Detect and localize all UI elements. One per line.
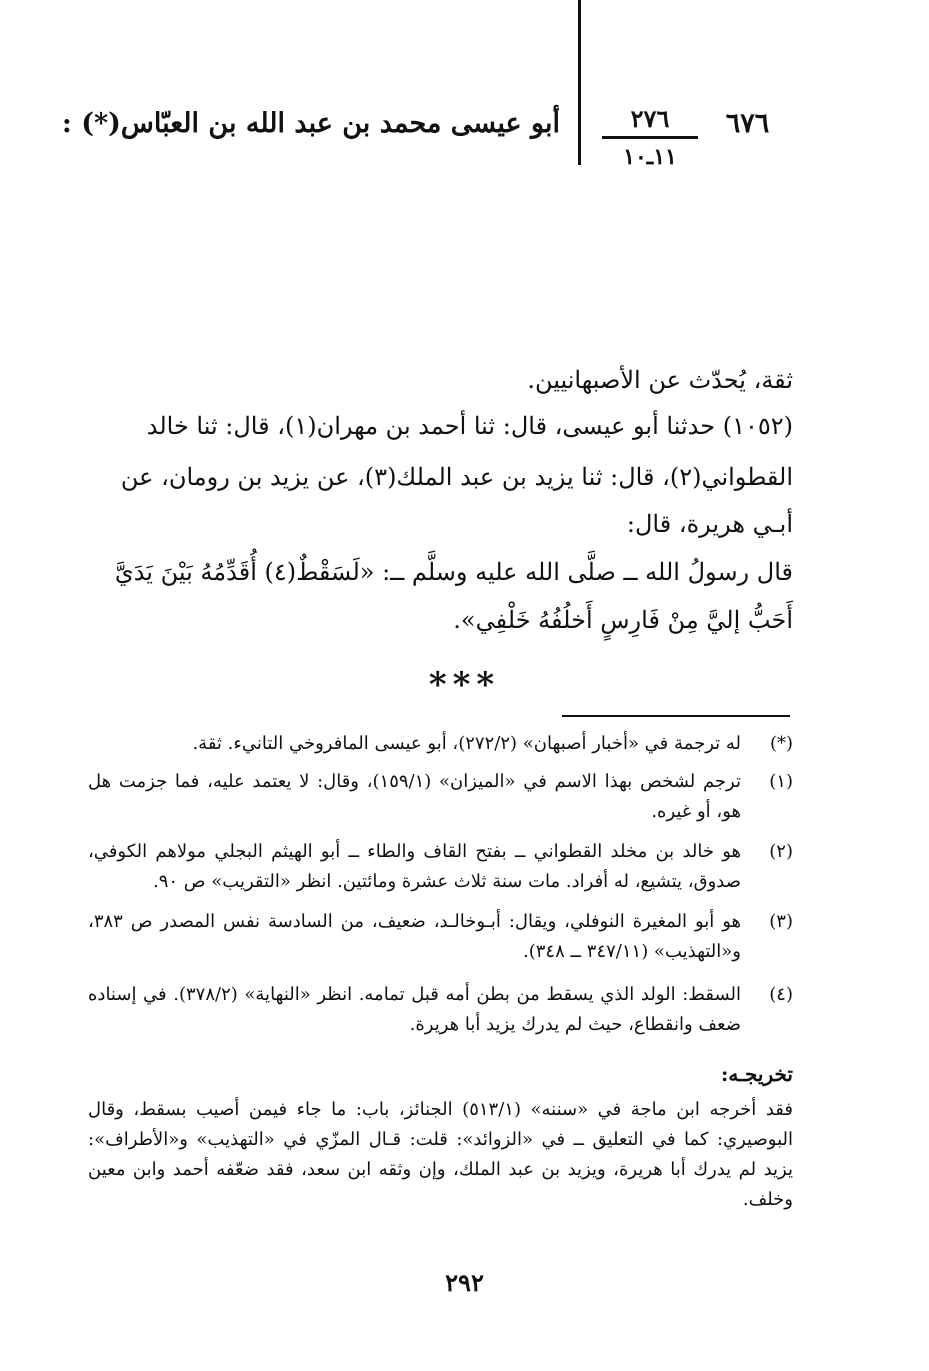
hadith-line-4: قال رسولُ الله ــ صلَّى الله عليه وسلَّم ــ: «لَسَقْطٌ(٤) أُقَدِّمُهُ بَيْنَ يَدَيَّ [114,558,793,586]
footnote-text: هو خالد بن مخلد القطواني ــ بفتح القاف والطاء ــ أبو الهيثم البجلي مولاهم الكوفي، صدوق، يتشيع، له أفراد. مات سنة ثلاث عشرة ومائتين. انظر «التقريب» ص ٩٠. [88,841,742,892]
header-vertical-rule [578,0,581,165]
fraction-bar [602,136,698,139]
footnote-marker: (٤) [769,984,793,1005]
entry-title: أبو عيسى محمد بن عبد الله بن العبّاس(*) : [61,108,560,139]
footnote-1 [88,767,793,827]
fraction-bottom: ١١ـ١٠ [623,144,677,170]
page-number: ٢٩٢ [445,1268,484,1297]
footnote-rule [562,715,790,717]
footnote-text: له ترجمة في «أخبار أصبهان» (٢٧٢/٢)، أبو عيسى المافروخي التانيء. ثقة. [192,733,741,754]
footnote-star [88,729,793,759]
entry-number: ٦٧٦ [725,108,770,139]
footnote-text: السقط: الولد الذي يسقط من بطن أمه قبل تمامه. انظر «النهاية» (٣٧٨/٢). في إسناده ضعف وانقطاع، حيث لم يدرك يزيد أبا هريرة. [88,984,742,1035]
entry-fraction [596,104,704,171]
hadith-line-1: (١٠٥٢) حدثنا أبو عيسى، قال: ثنا أحمد بن مهران(١)، قال: ثنا خالد [146,412,793,440]
footnote-marker: (٢) [769,841,793,862]
footnote-marker: (*) [769,733,793,754]
footnote-2 [88,837,793,897]
takhrij-heading: تخريجـه: [721,1062,793,1086]
footnote-text: هو أبو المغيرة النوفلي، ويقال: أبـوخالـد، ضعيف، من السادسة نفس المصدر ص ٣٨٣، و«التهذيب» (٣٤٧/١١ ــ ٣٤٨). [88,911,741,962]
footnote-marker: (١) [769,771,793,792]
intro-line: ثقة، يُحدّث عن الأصبهانيين. [527,366,793,394]
takhrij-text: فقد أخرجه ابن ماجة في «سننه» (٥١٣/١) الجنائز، باب: ما جاء فيمن أصيب بسقط، وقال البوصيري: كما في التعليق ــ في «الزوائد»: قلت: قـال المزّي في «التهذيب» و«الأطراف»: يزيد لم يدرك أبا هريرة، ويزيد بن عبد الملك، وإن وثقه ابن سعد، فقد ضعّفه أحمد وابن معين وخلف. [88,1099,793,1210]
footnote-4 [88,980,793,1040]
footnote-marker: (٣) [769,911,793,932]
hadith-line-5: أَحَبُّ إليَّ مِنْ فَارِسٍ أَخلُفُهُ خَلْفِي». [453,606,793,634]
footnote-text: ترجم لشخص بهذا الاسم في «الميزان» (١٥٩/١)، وقال: لا يعتمد عليه، فما جزمت هل هو، أو غيره. [88,771,741,822]
section-separator: *** [428,665,501,705]
hadith-line-3: أبـي هريرة، قال: [626,510,793,538]
fraction-top: ٢٧٦ [630,104,670,133]
footnote-3 [88,907,793,967]
hadith-line-2: القطواني(٢)، قال: ثنا يزيد بن عبد الملك(٣)، عن يزيد بن رومان، عن [120,463,793,491]
